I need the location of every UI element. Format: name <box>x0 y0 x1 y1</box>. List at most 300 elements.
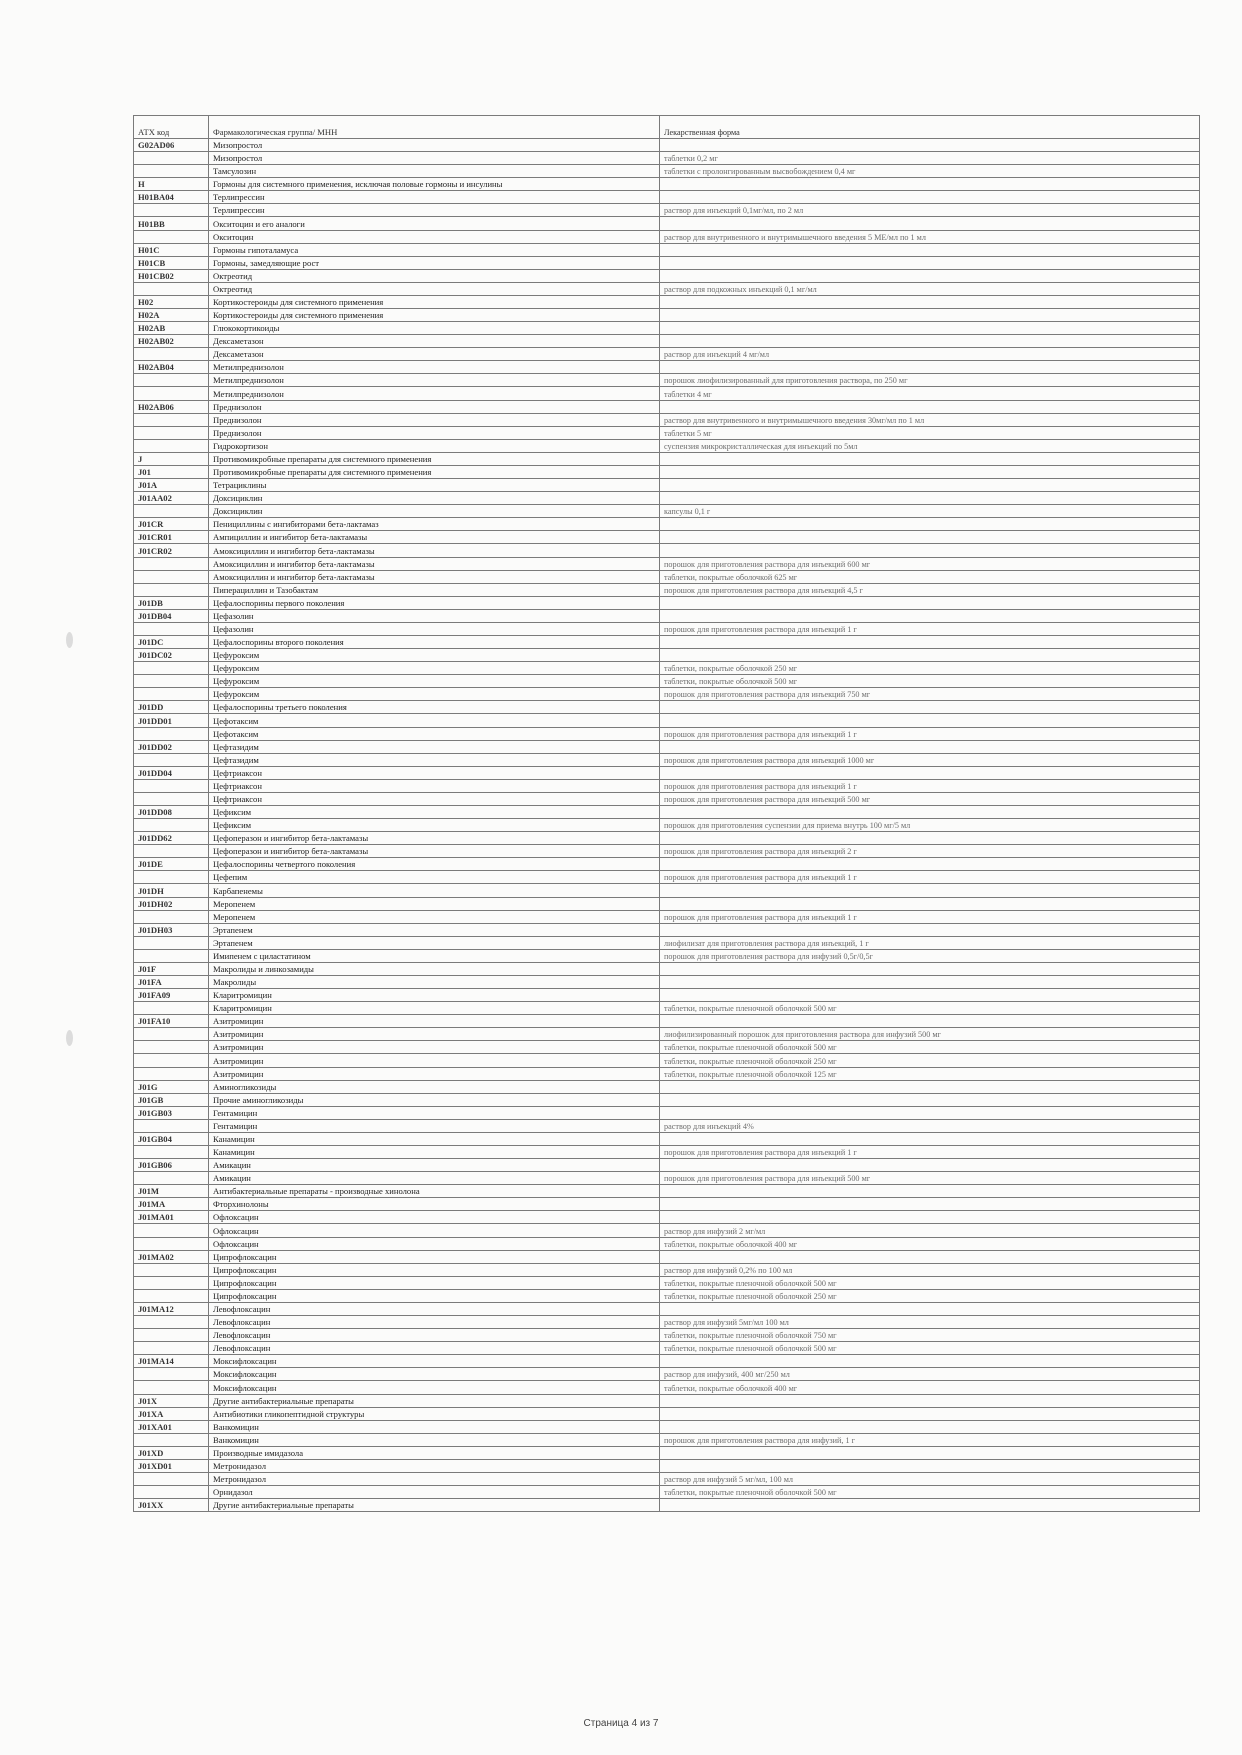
table-row <box>134 688 1200 701</box>
drug-name-cell: Кортикостероиды для системного применения <box>209 295 660 308</box>
drug-name-cell: Амикацин <box>209 1172 660 1185</box>
atc-code-cell <box>134 819 209 832</box>
table-row <box>134 1302 1200 1315</box>
table-row <box>134 178 1200 191</box>
page-number: Страница 4 из 7 <box>583 1718 659 1729</box>
drug-name-cell: Цефиксим <box>209 819 660 832</box>
atc-code-cell <box>134 1329 209 1342</box>
dosage-form-cell: порошок для приготовления раствора для инъекций 1 г <box>660 871 1200 884</box>
table-row <box>134 1250 1200 1263</box>
table-row <box>134 1420 1200 1433</box>
table-row <box>134 1015 1200 1028</box>
dosage-form-cell: раствор для внутривенного и внутримышечного введения 30мг/мл по 1 мл <box>660 413 1200 426</box>
table-row <box>134 1289 1200 1302</box>
drug-name-cell: Ципрофлоксацин <box>209 1289 660 1302</box>
atc-code-cell <box>134 165 209 178</box>
header-pharm-group: Фармакологическая группа/ МНН <box>209 116 660 139</box>
dosage-form-cell: таблетки 4 мг <box>660 387 1200 400</box>
dosage-form-cell <box>660 465 1200 478</box>
atc-code-cell: H02AB02 <box>134 335 209 348</box>
drug-name-cell: Ванкомицин <box>209 1420 660 1433</box>
drug-name-cell: Гормоны гипоталамуса <box>209 243 660 256</box>
drug-name-cell: Терлипрессин <box>209 191 660 204</box>
table-row <box>134 1132 1200 1145</box>
drug-name-cell: Октреотид <box>209 282 660 295</box>
header-dosage-form: Лекарственная форма <box>660 116 1200 139</box>
atc-code-cell <box>134 792 209 805</box>
dosage-form-cell <box>660 596 1200 609</box>
drug-name-cell: Цефалоспорины второго поколения <box>209 635 660 648</box>
drug-name-cell: Аминогликозиды <box>209 1080 660 1093</box>
atc-code-cell: J01MA01 <box>134 1211 209 1224</box>
dosage-form-cell: таблетки, покрытые пленочной оболочкой 125 мг <box>660 1067 1200 1080</box>
dosage-form-cell: раствор для инъекций 4 мг/мл <box>660 348 1200 361</box>
table-body <box>134 116 1200 1512</box>
table-row <box>134 256 1200 269</box>
atc-code-cell: H02 <box>134 295 209 308</box>
atc-code-cell <box>134 348 209 361</box>
atc-code-cell <box>134 583 209 596</box>
drug-name-cell: Тамсулозин <box>209 165 660 178</box>
atc-code-cell <box>134 1289 209 1302</box>
atc-code-cell <box>134 662 209 675</box>
dosage-form-cell: таблетки, покрытые оболочкой 500 мг <box>660 675 1200 688</box>
table-row <box>134 1159 1200 1172</box>
table-row <box>134 557 1200 570</box>
table-row <box>134 792 1200 805</box>
atc-code-cell <box>134 1316 209 1329</box>
atc-code-cell: J01GB04 <box>134 1132 209 1145</box>
dosage-form-cell: порошок для приготовления раствора для инъекций 1 г <box>660 727 1200 740</box>
drug-name-cell: Тетрациклины <box>209 479 660 492</box>
dosage-form-cell: порошок для приготовления раствора для инфузий, 1 г <box>660 1433 1200 1446</box>
table-row <box>134 1093 1200 1106</box>
drug-name-cell: Макролиды и линкозамиды <box>209 962 660 975</box>
drug-name-cell: Имипенем с циластатином <box>209 949 660 962</box>
atc-code-cell <box>134 439 209 452</box>
table-row <box>134 701 1200 714</box>
atc-code-cell: H <box>134 178 209 191</box>
atc-code-cell: J01FA10 <box>134 1015 209 1028</box>
dosage-form-cell <box>660 701 1200 714</box>
table-row <box>134 1041 1200 1054</box>
atc-code-cell: H02AB <box>134 322 209 335</box>
punch-hole-mark <box>66 1030 73 1046</box>
atc-code-cell: J01XX <box>134 1499 209 1512</box>
dosage-form-cell <box>660 923 1200 936</box>
table-row <box>134 518 1200 531</box>
atc-code-cell <box>134 871 209 884</box>
atc-code-cell: J01CR01 <box>134 531 209 544</box>
dosage-form-cell: порошок для приготовления раствора для инъекций 750 мг <box>660 688 1200 701</box>
atc-code-cell: J01G <box>134 1080 209 1093</box>
drug-name-cell: Прочие аминогликозиды <box>209 1093 660 1106</box>
dosage-form-cell <box>660 832 1200 845</box>
table-row <box>134 649 1200 662</box>
dosage-form-cell <box>660 635 1200 648</box>
atc-code-cell: J01GB03 <box>134 1106 209 1119</box>
dosage-form-cell: таблетки, покрытые оболочкой 400 мг <box>660 1237 1200 1250</box>
dosage-form-cell <box>660 1459 1200 1472</box>
table-row <box>134 622 1200 635</box>
table-row <box>134 871 1200 884</box>
dosage-form-cell: раствор для инфузий, 400 мг/250 мл <box>660 1368 1200 1381</box>
drug-name-cell: Гормоны, замедляющие рост <box>209 256 660 269</box>
table-row <box>134 1486 1200 1499</box>
drug-name-cell: Мизопростол <box>209 152 660 165</box>
drug-name-cell: Цефтриаксон <box>209 792 660 805</box>
atc-code-cell: H01CB02 <box>134 269 209 282</box>
atc-code-cell <box>134 1263 209 1276</box>
punch-hole-mark <box>66 632 73 648</box>
dosage-form-cell <box>660 1185 1200 1198</box>
table-row <box>134 505 1200 518</box>
atc-code-cell: J01XD <box>134 1446 209 1459</box>
table-row <box>134 1002 1200 1015</box>
table-row <box>134 282 1200 295</box>
dosage-form-cell: порошок для приготовления раствора для инфузий 0,5г/0,5г <box>660 949 1200 962</box>
drug-name-cell: Азитромицин <box>209 1067 660 1080</box>
table-row <box>134 884 1200 897</box>
table-row <box>134 936 1200 949</box>
drug-name-cell: Ципрофлоксацин <box>209 1263 660 1276</box>
atc-code-cell: J01DD08 <box>134 805 209 818</box>
atc-code-cell: H02AB04 <box>134 361 209 374</box>
atc-code-cell: H02AB06 <box>134 400 209 413</box>
table-row <box>134 583 1200 596</box>
table-row <box>134 465 1200 478</box>
table-row <box>134 805 1200 818</box>
drug-name-cell: Октреотид <box>209 269 660 282</box>
dosage-form-cell <box>660 1159 1200 1172</box>
drug-name-cell: Левофлоксацин <box>209 1302 660 1315</box>
table-row <box>134 727 1200 740</box>
table-row <box>134 426 1200 439</box>
atc-code-cell <box>134 505 209 518</box>
table-row <box>134 989 1200 1002</box>
dosage-form-cell: таблетки, покрытые пленочной оболочкой 500 мг <box>660 1342 1200 1355</box>
dosage-form-cell: лиофилизат для приготовления раствора для инъекций, 1 г <box>660 936 1200 949</box>
drug-name-cell: Канамицин <box>209 1132 660 1145</box>
drug-name-cell: Гидрокортизон <box>209 439 660 452</box>
table-row <box>134 348 1200 361</box>
dosage-form-cell <box>660 1015 1200 1028</box>
dosage-form-cell: таблетки, покрытые пленочной оболочкой 500 мг <box>660 1002 1200 1015</box>
atc-code-cell <box>134 936 209 949</box>
table-row <box>134 204 1200 217</box>
table-header-row <box>134 116 1200 139</box>
table-row <box>134 531 1200 544</box>
table-row <box>134 361 1200 374</box>
dosage-form-cell <box>660 1499 1200 1512</box>
table-row <box>134 1394 1200 1407</box>
drug-name-cell: Азитромицин <box>209 1028 660 1041</box>
dosage-form-cell: таблетки, покрытые пленочной оболочкой 500 мг <box>660 1041 1200 1054</box>
atc-code-cell: J01XA01 <box>134 1420 209 1433</box>
atc-code-cell: J01MA <box>134 1198 209 1211</box>
drug-name-cell: Цефтазидим <box>209 740 660 753</box>
table-row <box>134 845 1200 858</box>
dosage-form-cell: порошок для приготовления раствора для инъекций 600 мг <box>660 557 1200 570</box>
atc-code-cell: H01BB <box>134 217 209 230</box>
drug-name-cell: Амоксициллин и ингибитор бета-лактамазы <box>209 544 660 557</box>
atc-code-cell: J01DD <box>134 701 209 714</box>
table-row <box>134 976 1200 989</box>
drug-name-cell: Цефазолин <box>209 609 660 622</box>
drug-name-cell: Ципрофлоксацин <box>209 1276 660 1289</box>
atc-code-cell: J01DD01 <box>134 714 209 727</box>
atc-code-cell: J01DC02 <box>134 649 209 662</box>
atc-code-cell: J01DD04 <box>134 766 209 779</box>
table-row <box>134 897 1200 910</box>
atc-code-cell <box>134 1067 209 1080</box>
drug-name-cell: Меропенем <box>209 897 660 910</box>
dosage-form-cell: раствор для инъекций 0,1мг/мл, по 2 мл <box>660 204 1200 217</box>
dosage-form-cell <box>660 1250 1200 1263</box>
dosage-form-cell <box>660 518 1200 531</box>
drug-name-cell: Эртапенем <box>209 923 660 936</box>
table-row <box>134 1276 1200 1289</box>
drug-name-cell: Метилпреднизолон <box>209 374 660 387</box>
dosage-form-cell: таблетки, покрытые оболочкой 625 мг <box>660 570 1200 583</box>
drug-name-cell: Цефалоспорины четвертого поколения <box>209 858 660 871</box>
atc-code-cell: J01FA <box>134 976 209 989</box>
dosage-form-cell <box>660 1211 1200 1224</box>
dosage-form-cell <box>660 649 1200 662</box>
atc-code-cell: J01DH <box>134 884 209 897</box>
table-row <box>134 1211 1200 1224</box>
atc-code-cell: J01A <box>134 479 209 492</box>
dosage-form-cell <box>660 295 1200 308</box>
atc-code-cell <box>134 1119 209 1132</box>
table-row <box>134 439 1200 452</box>
atc-code-cell: J01F <box>134 962 209 975</box>
table-row <box>134 322 1200 335</box>
table-row <box>134 1316 1200 1329</box>
drug-name-cell: Цефтазидим <box>209 753 660 766</box>
table-row <box>134 779 1200 792</box>
dosage-form-cell: таблетки, покрытые пленочной оболочкой 750 мг <box>660 1329 1200 1342</box>
table-row <box>134 1067 1200 1080</box>
dosage-form-cell <box>660 1080 1200 1093</box>
dosage-form-cell <box>660 400 1200 413</box>
table-row <box>134 714 1200 727</box>
drug-name-cell: Моксифлоксацин <box>209 1368 660 1381</box>
dosage-form-cell <box>660 962 1200 975</box>
drug-name-cell: Цефалоспорины третьего поколения <box>209 701 660 714</box>
atc-code-cell <box>134 204 209 217</box>
table-row <box>134 217 1200 230</box>
atc-code-cell: J01DB04 <box>134 609 209 622</box>
dosage-form-cell <box>660 1407 1200 1420</box>
dosage-form-cell: раствор для инфузий 2 мг/мл <box>660 1224 1200 1237</box>
drug-name-cell: Цефуроксим <box>209 649 660 662</box>
table-row <box>134 1355 1200 1368</box>
atc-code-cell: J01XA <box>134 1407 209 1420</box>
atc-code-cell: J01 <box>134 465 209 478</box>
dosage-form-cell: раствор для подкожных инъекций 0,1 мг/мл <box>660 282 1200 295</box>
drug-name-cell: Пиперациллин и Тазобактам <box>209 583 660 596</box>
drug-name-cell: Эртапенем <box>209 936 660 949</box>
atc-code-cell <box>134 675 209 688</box>
atc-code-cell <box>134 152 209 165</box>
drug-name-cell: Кларитромицин <box>209 1002 660 1015</box>
dosage-form-cell: таблетки с пролонгированным высвобождением 0,4 мг <box>660 165 1200 178</box>
dosage-form-cell: раствор для инфузий 5мг/мл 100 мл <box>660 1316 1200 1329</box>
table-row <box>134 1446 1200 1459</box>
table-row <box>134 492 1200 505</box>
drug-name-cell: Левофлоксацин <box>209 1329 660 1342</box>
drug-name-cell: Противомикробные препараты для системного применения <box>209 452 660 465</box>
atc-code-cell: J01CR <box>134 518 209 531</box>
table-row <box>134 413 1200 426</box>
drug-name-cell: Метилпреднизолон <box>209 361 660 374</box>
dosage-form-cell: порошок для приготовления раствора для инъекций 500 мг <box>660 792 1200 805</box>
atc-code-cell <box>134 949 209 962</box>
dosage-form-cell: порошок для приготовления раствора для инъекций 1 г <box>660 1146 1200 1159</box>
table-row <box>134 243 1200 256</box>
atc-code-cell <box>134 1486 209 1499</box>
atc-code-cell: H01C <box>134 243 209 256</box>
table-row <box>134 1472 1200 1485</box>
dosage-form-cell: лиофилизированный порошок для приготовления раствора для инфузий 500 мг <box>660 1028 1200 1041</box>
dosage-form-cell <box>660 191 1200 204</box>
drug-name-cell: Цефтриаксон <box>209 766 660 779</box>
drug-name-cell: Цефиксим <box>209 805 660 818</box>
dosage-form-cell: порошок для приготовления раствора для инъекций 2 г <box>660 845 1200 858</box>
table-row <box>134 165 1200 178</box>
dosage-form-cell <box>660 884 1200 897</box>
dosage-form-cell <box>660 492 1200 505</box>
table-row <box>134 1119 1200 1132</box>
drug-name-cell: Амоксициллин и ингибитор бета-лактамазы <box>209 557 660 570</box>
dosage-form-cell: таблетки 5 мг <box>660 426 1200 439</box>
drug-name-cell: Другие антибактериальные препараты <box>209 1394 660 1407</box>
drug-name-cell: Другие антибактериальные препараты <box>209 1499 660 1512</box>
drug-name-cell: Левофлоксацин <box>209 1316 660 1329</box>
drug-name-cell: Глюкокортикоиды <box>209 322 660 335</box>
atc-code-cell: J01DH03 <box>134 923 209 936</box>
dosage-form-cell: таблетки 0,2 мг <box>660 152 1200 165</box>
drug-name-cell: Ципрофлоксацин <box>209 1250 660 1263</box>
atc-code-cell <box>134 282 209 295</box>
drug-name-cell: Дексаметазон <box>209 348 660 361</box>
table-row <box>134 1172 1200 1185</box>
table-row <box>134 819 1200 832</box>
drug-name-cell: Цефазолин <box>209 622 660 635</box>
drug-name-cell: Канамицин <box>209 1146 660 1159</box>
dosage-form-cell <box>660 766 1200 779</box>
atc-code-cell <box>134 1172 209 1185</box>
atc-code-cell: J01GB06 <box>134 1159 209 1172</box>
dosage-form-cell <box>660 1355 1200 1368</box>
dosage-form-cell <box>660 1302 1200 1315</box>
drug-name-cell: Моксифлоксацин <box>209 1381 660 1394</box>
dosage-form-cell <box>660 479 1200 492</box>
atc-code-cell: J01DB <box>134 596 209 609</box>
atc-code-cell: J01GB <box>134 1093 209 1106</box>
drug-name-cell: Левофлоксацин <box>209 1342 660 1355</box>
drug-name-cell: Орнидазол <box>209 1486 660 1499</box>
drug-name-cell: Цефотаксим <box>209 714 660 727</box>
atc-code-cell: H01CB <box>134 256 209 269</box>
atc-code-cell: J01CR02 <box>134 544 209 557</box>
table-row <box>134 1499 1200 1512</box>
table-row <box>134 191 1200 204</box>
dosage-form-cell <box>660 217 1200 230</box>
drug-name-cell: Цефуроксим <box>209 688 660 701</box>
dosage-form-cell <box>660 1106 1200 1119</box>
atc-code-cell <box>134 910 209 923</box>
drug-name-cell: Производные имидазола <box>209 1446 660 1459</box>
drug-name-cell: Пенициллины с ингибиторами бета-лактамаз <box>209 518 660 531</box>
atc-code-cell: J01X <box>134 1394 209 1407</box>
drug-name-cell: Азитромицин <box>209 1041 660 1054</box>
drug-name-cell: Антибиотики гликопептидной структуры <box>209 1407 660 1420</box>
dosage-form-cell <box>660 1394 1200 1407</box>
table-row <box>134 1433 1200 1446</box>
atc-code-cell: J01XD01 <box>134 1459 209 1472</box>
table-row <box>134 374 1200 387</box>
dosage-form-cell <box>660 335 1200 348</box>
table-row <box>134 675 1200 688</box>
atc-code-cell <box>134 1276 209 1289</box>
drug-name-cell: Цефоперазон и ингибитор бета-лактамазы <box>209 832 660 845</box>
atc-code-cell <box>134 1146 209 1159</box>
dosage-form-cell <box>660 976 1200 989</box>
atc-code-cell: J01FA09 <box>134 989 209 1002</box>
table-row <box>134 1342 1200 1355</box>
dosage-form-cell: таблетки, покрытые пленочной оболочкой 250 мг <box>660 1289 1200 1302</box>
table-row <box>134 766 1200 779</box>
atc-code-cell <box>134 426 209 439</box>
atc-code-cell <box>134 727 209 740</box>
table-row <box>134 949 1200 962</box>
table-row <box>134 1080 1200 1093</box>
table-row <box>134 858 1200 871</box>
atc-code-cell <box>134 1433 209 1446</box>
table-row <box>134 452 1200 465</box>
table-row <box>134 1146 1200 1159</box>
drug-name-cell: Кортикостероиды для системного применения <box>209 309 660 322</box>
drug-name-cell: Ампициллин и ингибитор бета-лактамазы <box>209 531 660 544</box>
atc-code-cell <box>134 413 209 426</box>
dosage-form-cell: порошок для приготовления раствора для инъекций 1 г <box>660 779 1200 792</box>
dosage-form-cell <box>660 531 1200 544</box>
drug-name-cell: Амоксициллин и ингибитор бета-лактамазы <box>209 570 660 583</box>
dosage-form-cell <box>660 544 1200 557</box>
drug-name-cell: Гентамицин <box>209 1119 660 1132</box>
drug-name-cell: Мизопростол <box>209 139 660 152</box>
drug-name-cell: Цефоперазон и ингибитор бета-лактамазы <box>209 845 660 858</box>
table-row <box>134 1263 1200 1276</box>
drug-name-cell: Доксициклин <box>209 505 660 518</box>
table-row <box>134 1198 1200 1211</box>
dosage-form-cell <box>660 269 1200 282</box>
atc-code-cell: G02AD06 <box>134 139 209 152</box>
drug-name-cell: Офлоксацин <box>209 1211 660 1224</box>
drug-name-cell: Преднизолон <box>209 426 660 439</box>
drug-name-cell: Офлоксацин <box>209 1237 660 1250</box>
drug-name-cell: Гентамицин <box>209 1106 660 1119</box>
drug-name-cell: Офлоксацин <box>209 1224 660 1237</box>
atc-code-cell: J01DD62 <box>134 832 209 845</box>
table-row <box>134 832 1200 845</box>
drug-name-cell: Окситоцин <box>209 230 660 243</box>
table-row <box>134 335 1200 348</box>
drug-name-cell: Цефепим <box>209 871 660 884</box>
table-row <box>134 1028 1200 1041</box>
